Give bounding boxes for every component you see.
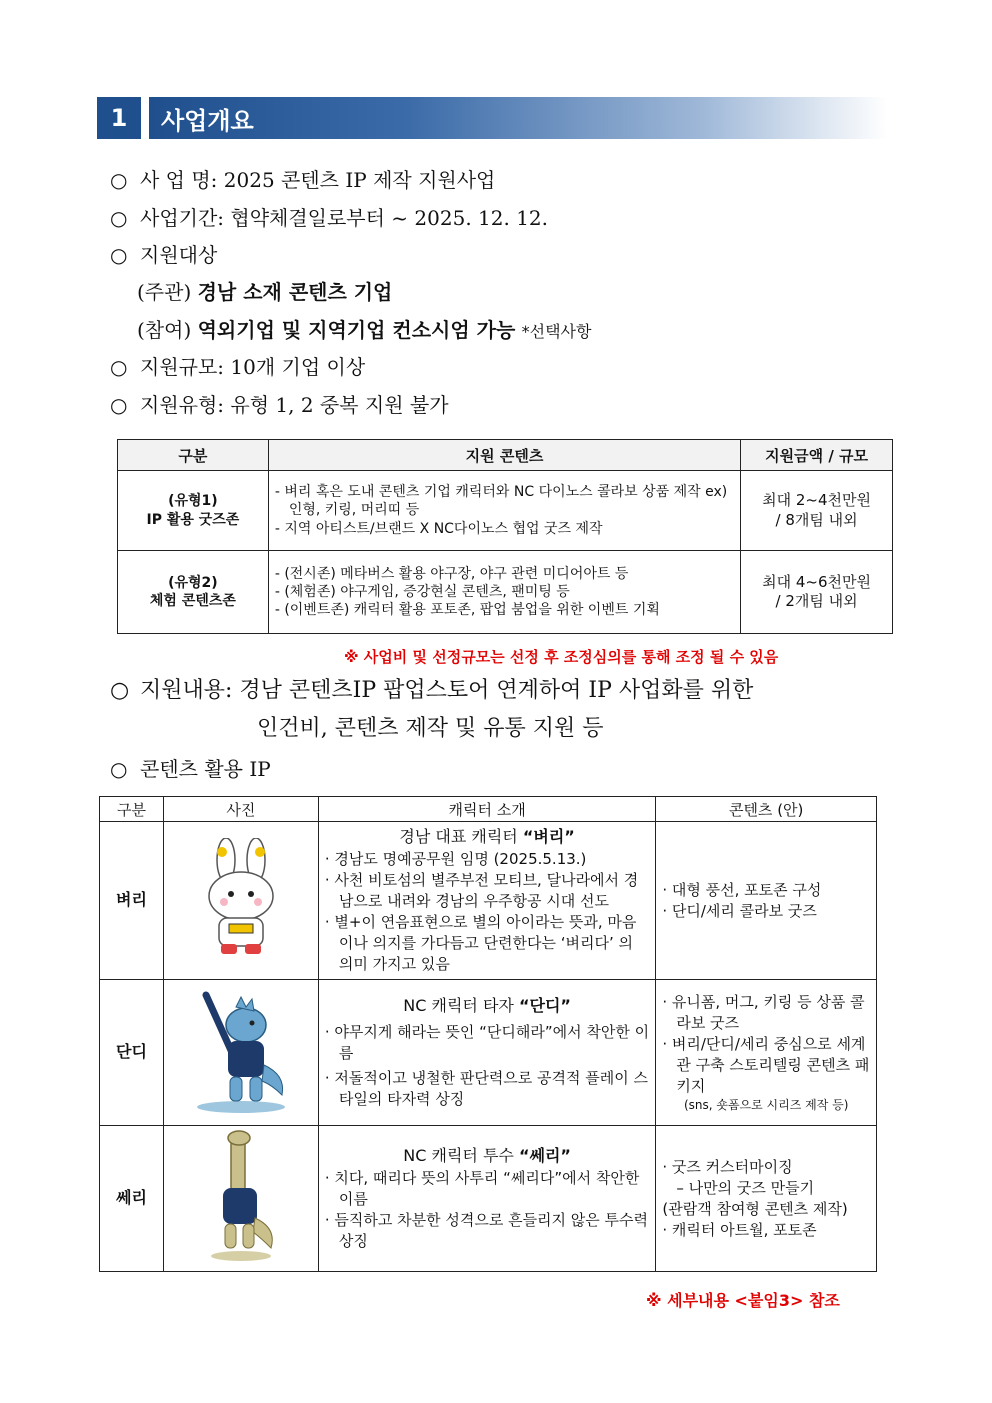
line-partner: (참여) 역외기업 및 지역기업 컨소시엄 가능 *선택사항 (137, 318, 592, 342)
character-intro: NC 캐릭터 타자 “단디” · 야무지게 해라는 뜻인 “단디해라”에서 착안한 이름 · 저돌적이고 냉철한 판단력으로 공격적 플레이 스타일의 타자력 상징 (318, 980, 656, 1126)
row-content: - 벼리 혹은 도내 콘텐츠 기업 캐릭터와 NC 다이노스 콜라보 상품 제작 ex) 인형, 키링, 머리띠 등 - 지역 아티스트/브랜드 X NC다이노스 협업 굿즈 제작 (268, 471, 740, 551)
character-image-sseri (163, 1126, 318, 1272)
section-title: 사업개요 (149, 97, 887, 139)
row-category: (유형1) IP 활용 굿즈존 (118, 471, 269, 551)
section-header (97, 97, 887, 139)
line-ip: ○ 콘텐츠 활용 IP (110, 757, 271, 781)
line-type: ○ 지원유형: 유형 1, 2 중복 지원 불가 (110, 393, 449, 417)
section-number: 1 (97, 97, 141, 139)
line-business-name: ○ 사 업 명: 2025 콘텐츠 IP 제작 지원사업 (110, 168, 496, 192)
table-row (100, 822, 877, 980)
support-type-table (117, 439, 893, 634)
reference-note: ※ 세부내용 <붙임3> 참조 (646, 1291, 840, 1310)
header-content: 지원 콘텐츠 (268, 440, 740, 471)
row-content: - (전시존) 메타버스 활용 야구장, 야구 관련 미디어아트 등 - (체험존) 야구게임, 증강현실 콘텐츠, 팬미팅 등 - (이벤트존) 캐릭터 활용 포토존, 팝업 붐업을 위한 이벤트 기획 (268, 551, 740, 634)
line-target: ○ 지원대상 (110, 243, 218, 267)
table-row (100, 980, 877, 1126)
table-row (100, 1126, 877, 1272)
character-name: 쎄리 (100, 1126, 164, 1272)
rabbit-astronaut-icon (191, 838, 291, 958)
bullet-icon: ○ (110, 243, 128, 267)
header-photo: 사진 (163, 797, 318, 822)
row-category: (유형2) 체험 콘텐츠존 (118, 551, 269, 634)
character-image-dandi (163, 980, 318, 1126)
bullet-icon: ○ (110, 355, 128, 379)
line-scale: ○ 지원규모: 10개 기업 이상 (110, 355, 366, 379)
bullet-icon: ○ (110, 757, 128, 781)
character-ip-table (99, 796, 877, 1272)
header-name: 구분 (100, 797, 164, 822)
character-name: 벼리 (100, 822, 164, 980)
character-contents: · 대형 풍선, 포토존 구성 · 단디/세리 콜라보 굿즈 (656, 822, 877, 980)
adjustment-note: ※ 사업비 및 선정규모는 선정 후 조정심의를 통해 조정 될 수 있음 (344, 648, 779, 666)
row-amount: 최대 4~6천만원 / 2개팀 내외 (741, 551, 893, 634)
table-row (118, 551, 893, 634)
header-intro: 캐릭터 소개 (318, 797, 656, 822)
line-period: ○ 사업기간: 협약체결일로부터 ~ 2025. 12. 12. (110, 206, 549, 230)
row-amount: 최대 2~4천만원 / 8개팀 내외 (741, 471, 893, 551)
table-row (118, 471, 893, 551)
line-lead: (주관) 경남 소재 콘텐츠 기업 (137, 280, 393, 304)
bullet-icon: ○ (110, 678, 130, 703)
bullet-icon: ○ (110, 206, 128, 230)
character-image-byeori (163, 822, 318, 980)
character-name: 단디 (100, 980, 164, 1126)
header-category: 구분 (118, 440, 269, 471)
bullet-icon: ○ (110, 393, 128, 417)
header-amount: 지원금액 / 규모 (741, 440, 893, 471)
line-content-cont: 인건비, 콘텐츠 제작 및 유통 지원 등 (257, 716, 604, 741)
line-content: ○ 지원내용: 경남 콘텐츠IP 팝업스토어 연계하여 IP 사업화를 위한 (110, 678, 754, 703)
character-intro: 경남 대표 캐릭터 “벼리” · 경남도 명예공무원 임명 (2025.5.13.) · 사천 비토섬의 별주부전 모티브, 달나라에서 경남으로 내려와 경남의 우주항공 시대 선도 · 별+이 연음표현으로 별의 아이라는 뜻과, 마음이나 의지를 가다듬고 단련한다는 ‘벼리다’ 의 의미 가지고 있음 (318, 822, 656, 980)
character-contents: · 유니폼, 머그, 키링 등 상품 콜라보 굿즈 · 벼리/단디/세리 중심으로 세계관 구축 스토리텔링 콘텐츠 패키지 (sns, 숏폼으로 시리즈 제작 등) (656, 980, 877, 1126)
dinosaur-pitcher-icon (201, 1128, 281, 1263)
bullet-icon: ○ (110, 168, 128, 192)
header-contents: 콘텐츠 (안) (656, 797, 877, 822)
character-contents: · 굿즈 커스터마이징 – 나만의 굿즈 만들기 (관람객 참여형 콘텐츠 제작) · 캐릭터 아트월, 포토존 (656, 1126, 877, 1272)
character-intro: NC 캐릭터 투수 “쎄리” · 치다, 때리다 뜻의 사투리 “쎄리다”에서 착안한 이름 · 듬직하고 차분한 성격으로 흔들리지 않은 투수력 상징 (318, 1126, 656, 1272)
dinosaur-batter-icon (186, 985, 296, 1115)
